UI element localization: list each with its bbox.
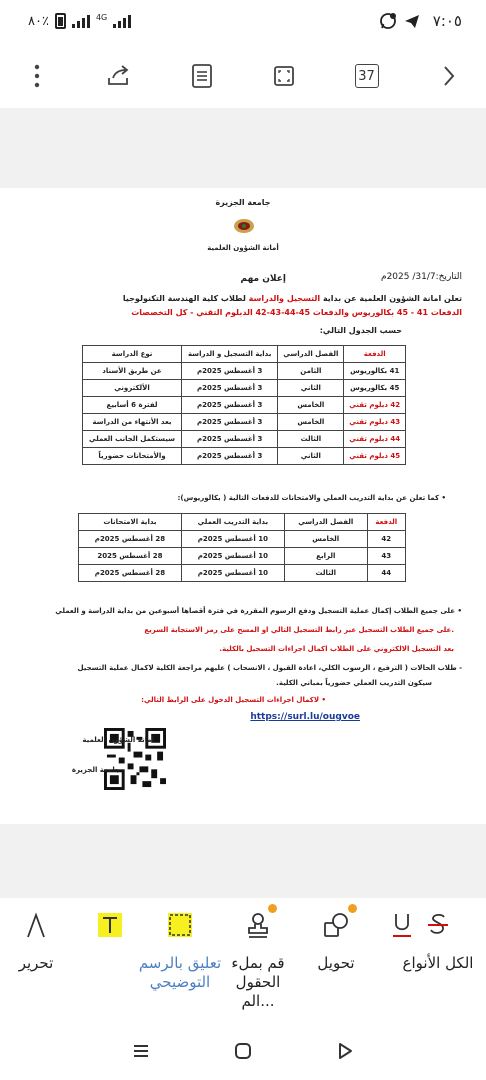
training-table: [78, 513, 406, 582]
intro-suffix: لطلاب كلية الهندسة التكنولوجيا: [122, 294, 246, 303]
table-cell: 28 أغسطس 2025م: [79, 531, 182, 548]
document-viewer[interactable]: [0, 108, 486, 898]
underline-icon: [387, 910, 417, 940]
batches-line: [24, 308, 462, 317]
home-icon[interactable]: [234, 1042, 252, 1060]
table-cell: 28 أغسطس 2025م: [79, 565, 182, 582]
table-row: [83, 431, 406, 448]
table-cell: 10 أغسطس 2025م: [181, 531, 284, 548]
signature-department: أمانة الشؤون العلمية: [82, 736, 154, 744]
table-header-row: [83, 346, 406, 363]
announcement-title: إعلان مهم: [240, 274, 286, 284]
table-cell: بعد الأنتهاء من الدراسة: [83, 414, 182, 431]
instruction-item: [24, 640, 454, 659]
training-note-text: كما تعلن عن بداية التدريب العملي والامتحانات للدفعات التالية ( بكالوريوس):: [177, 494, 440, 502]
registration-text: لاكمال اجراءات التسجيل الدخول على الرابط التالي:: [141, 696, 320, 704]
table-cell: 10 أغسطس 2025م: [181, 548, 284, 565]
instruction-text: - طلاب الحالات ( الترفيع ، الرسوب الكلي، اعادة القبول ، الانسحاب ) عليهم مراجعة الكلية لاكمال عملية التسجيل: [77, 664, 462, 672]
premium-badge-icon: [348, 904, 357, 913]
table-cell: 3 أغسطس 2025م: [182, 380, 278, 397]
batches-line-a: الدفعات 41 - 45 بكالوريوس والدفعات 45-44-43-42: [255, 308, 462, 317]
table-cell: لفترة 6 أسابيع: [83, 397, 182, 414]
table-cell: الثاني: [278, 448, 344, 465]
document-page: [0, 188, 486, 824]
table-cell: والأمتحانات حضورياً: [83, 448, 182, 465]
table-header: بداية الامتحانات: [79, 514, 182, 531]
instruction-item: .على جميع الطلاب التسجيل عبر رابط التسجيل التالي او المسح على رمز الاستجابة السريع: [144, 626, 454, 634]
battery-percent: ٨٠٪: [28, 13, 49, 29]
instruction-item: [24, 659, 462, 678]
network-type: 4G: [95, 13, 108, 22]
status-right: [379, 12, 462, 30]
battery-icon: [55, 13, 66, 29]
table-cell: 10 أغسطس 2025م: [181, 565, 284, 582]
table-header: الدفعة: [367, 514, 405, 531]
tool-edit[interactable]: [0, 910, 76, 973]
pen-icon: [21, 910, 51, 940]
table-cell: الثاني: [278, 380, 344, 397]
table-cell: 3 أغسطس 2025م: [182, 448, 278, 465]
shapes-icon: [321, 910, 351, 940]
tool-label: تحويل: [317, 954, 355, 972]
top-toolbar: [0, 50, 486, 102]
instruction-text: بعد التسجيل الالكتروني على الطلاب اكمال اجراءات التسجيل بالكلية.: [219, 645, 454, 653]
status-bar: [0, 0, 486, 42]
table-cell: 44: [367, 565, 405, 582]
share-icon[interactable]: [102, 59, 136, 93]
premium-badge-icon: [268, 904, 277, 913]
table-row: [83, 363, 406, 380]
table-cell: 42: [367, 531, 405, 548]
tool-label: تعليق بالرسم التوضيحي: [138, 954, 222, 991]
university-name: جامعة الجزيرة: [215, 198, 271, 207]
table-cell: 3 أغسطس 2025م: [182, 414, 278, 431]
table-cell: 42 دبلوم تقني: [344, 397, 406, 414]
table-cell: سيستكمل الجانب العملي: [83, 431, 182, 448]
text-box-icon: [95, 910, 125, 940]
page-count-button[interactable]: [350, 59, 384, 93]
table-row: [79, 531, 406, 548]
table-cell: الخامس: [278, 397, 344, 414]
intro-highlight: التسجيل والدراسة: [248, 294, 321, 303]
table-cell: 45 بكالوريوس: [344, 380, 406, 397]
table-cell: 3 أغسطس 2025م: [182, 397, 278, 414]
instructions-list: [24, 602, 462, 688]
table-cell: الألكتروني: [83, 380, 182, 397]
table-header-row: [79, 514, 406, 531]
table-row: [83, 414, 406, 431]
tool-label: الكل الأنواع: [402, 954, 474, 972]
table-cell: الثالث: [284, 565, 367, 582]
table-cell: 43 دبلوم تقني: [344, 414, 406, 431]
table-cell: 45 دبلوم تقني: [344, 448, 406, 465]
instruction-item: [24, 678, 432, 688]
table-cell: عن طريق الأسناد: [83, 363, 182, 380]
annotation-toolbar: [0, 898, 486, 1018]
table-header: نوع الدراسة: [83, 346, 182, 363]
whatsapp-icon: [379, 12, 397, 30]
instruction-text: سيكون التدريب العملي حضورياً بمباني الكلية.: [276, 679, 432, 687]
table-cell: الثامن: [278, 363, 344, 380]
tool-convert[interactable]: [296, 910, 376, 973]
more-options-icon[interactable]: [20, 59, 54, 93]
instruction-text: على جميع الطلاب التسجيل عبر رابط التسجيل التالي او المسح على رمز الاستجابة السريع: [144, 626, 452, 634]
clock: ٧:٠٥: [432, 12, 462, 30]
table-cell: 3 أغسطس 2025م: [182, 363, 278, 380]
table-cell: 44 دبلوم تقني: [344, 431, 406, 448]
table-header: الفصل الدراسي: [284, 514, 367, 531]
table-cell: 41 بكالوريوس: [344, 363, 406, 380]
table-header: بداية التسجيل و الدراسة: [182, 346, 278, 363]
intro-paragraph: [24, 292, 462, 306]
fullscreen-icon[interactable]: [267, 59, 301, 93]
table-cell: 3 أغسطس 2025م: [182, 431, 278, 448]
signal-icon-2: [113, 14, 131, 28]
table-header: الدفعة: [344, 346, 406, 363]
table-row: [83, 380, 406, 397]
status-left: [28, 13, 131, 29]
table-header: الفصل الدراسي: [278, 346, 344, 363]
registration-line: • لاكمال اجراءات التسجيل الدخول على الرابط التالي:: [141, 696, 326, 704]
table-cell: الخامس: [278, 414, 344, 431]
tool-label: قم بملء الحقول الم...: [231, 954, 285, 1010]
table-cell: 28 أغسطس 2025: [79, 548, 182, 565]
table-cell: الرابع: [284, 548, 367, 565]
registration-link[interactable]: https://surl.lu/ougvoe: [250, 712, 360, 722]
telegram-icon: [403, 12, 421, 30]
document-date: التاريخ:31/7/ 2025م: [380, 272, 462, 282]
tool-label: تحرير: [18, 954, 54, 972]
tool-text-box[interactable]: [70, 910, 150, 940]
batches-line-b: الدبلوم التقني - كل التخصصات: [131, 308, 253, 317]
select-box-icon: [165, 910, 195, 940]
page-count: 37: [355, 64, 379, 88]
table-row: [79, 565, 406, 582]
document-view-icon[interactable]: [185, 59, 219, 93]
as-table-label: حسب الجدول التالي:: [319, 326, 402, 335]
stamp-icon: [243, 910, 273, 940]
recent-apps-icon[interactable]: [132, 1042, 150, 1060]
university-logo-icon: [233, 218, 255, 234]
table-row: [79, 548, 406, 565]
intro-prefix: تعلن امانة الشؤون العلمية عن بداية: [322, 294, 462, 303]
instruction-text: على جميع الطلاب إكمال عملية التسجيل ودفع الرسوم المقررة في فترة أقصاها أسبوعين من بداية الدراسة و العملي: [55, 607, 456, 615]
signal-icon: [72, 14, 90, 28]
training-note: • كما تعلن عن بداية التدريب العملي والامتحانات للدفعات التالية ( بكالوريوس):: [177, 494, 446, 502]
signature-university: جامعة الجزيرة: [71, 766, 120, 774]
system-nav-bar: [0, 1022, 486, 1080]
back-icon[interactable]: [336, 1042, 354, 1060]
schedule-table: [82, 345, 406, 465]
table-cell: الثالث: [278, 431, 344, 448]
instruction-item: • على جميع الطلاب إكمال عملية التسجيل ودفع الرسوم المقررة في فترة أقصاها أسبوعين من بداية الدراسة و العملي: [55, 607, 462, 615]
table-cell: الخامس: [284, 531, 367, 548]
table-row: [83, 397, 406, 414]
table-header: بداية التدريب العملي: [181, 514, 284, 531]
table-cell: 43: [367, 548, 405, 565]
forward-chevron-icon[interactable]: [432, 59, 466, 93]
table-row: [83, 448, 406, 465]
department-name: أمانة الشؤون العلمية: [207, 244, 279, 252]
